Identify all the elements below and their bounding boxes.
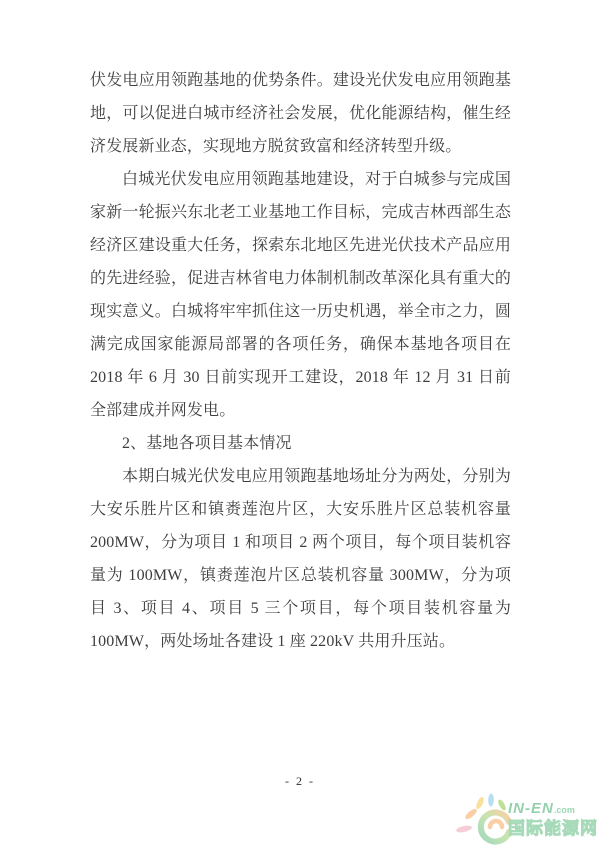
page-number: - 2 - xyxy=(285,774,315,788)
paragraph: 本期白城光伏发电应用领跑基地场址分为两处，分别为大安乐胜片区和镇赉莲泡片区，大安乐胜片区总装机容量 200MW，分为项目 1 和项目 2 两个项目，每个项目装机容量为 100MW，镇赉莲泡片区总装机容量 300MW，分为项目 3、项目 4、项目 5 三个项目，每个项目装机容量为 100MW，两处场址各建设 1 座 220kV 共用升压站。 xyxy=(90,468,511,650)
paragraph: 白城光伏发电应用领跑基地建设，对于白城参与完成国家新一轮振兴东北老工业基地工作目标，完成吉林西部生态经济区建设重大任务，探索东北地区先进光伏技术产品应用的先进经验，促进吉林省电力体制机制改革深化具有重大的现实意义。白城将牢牢抓住这一历史机遇，举全市之力，圆满完成国家能源局部署的各项任务，确保本基地各项目在 2018 年 6 月 30 日前实现开工建设，2018 年 12 月 31 日前全部建成并网发电。 xyxy=(90,171,511,419)
paragraph: 伏发电应用领跑基地的优势条件。建设光伏发电应用领跑基地，可以促进白城市经济社会发展，优化能源结构，催生经济发展新业态，实现地方脱贫致富和经济转型升级。 xyxy=(90,72,511,155)
document-body xyxy=(90,64,511,658)
inen-site-tld: .com xyxy=(553,805,575,815)
paragraph: 2、基地各项目基本情况 xyxy=(122,435,292,452)
inen-site-name: IN-EN xyxy=(508,800,554,817)
inen-site-chinese-name: 国际能源网 xyxy=(508,819,598,838)
inen-watermark xyxy=(446,786,598,848)
inen-sun-logo-icon xyxy=(446,786,516,848)
inen-watermark-text xyxy=(508,802,598,838)
